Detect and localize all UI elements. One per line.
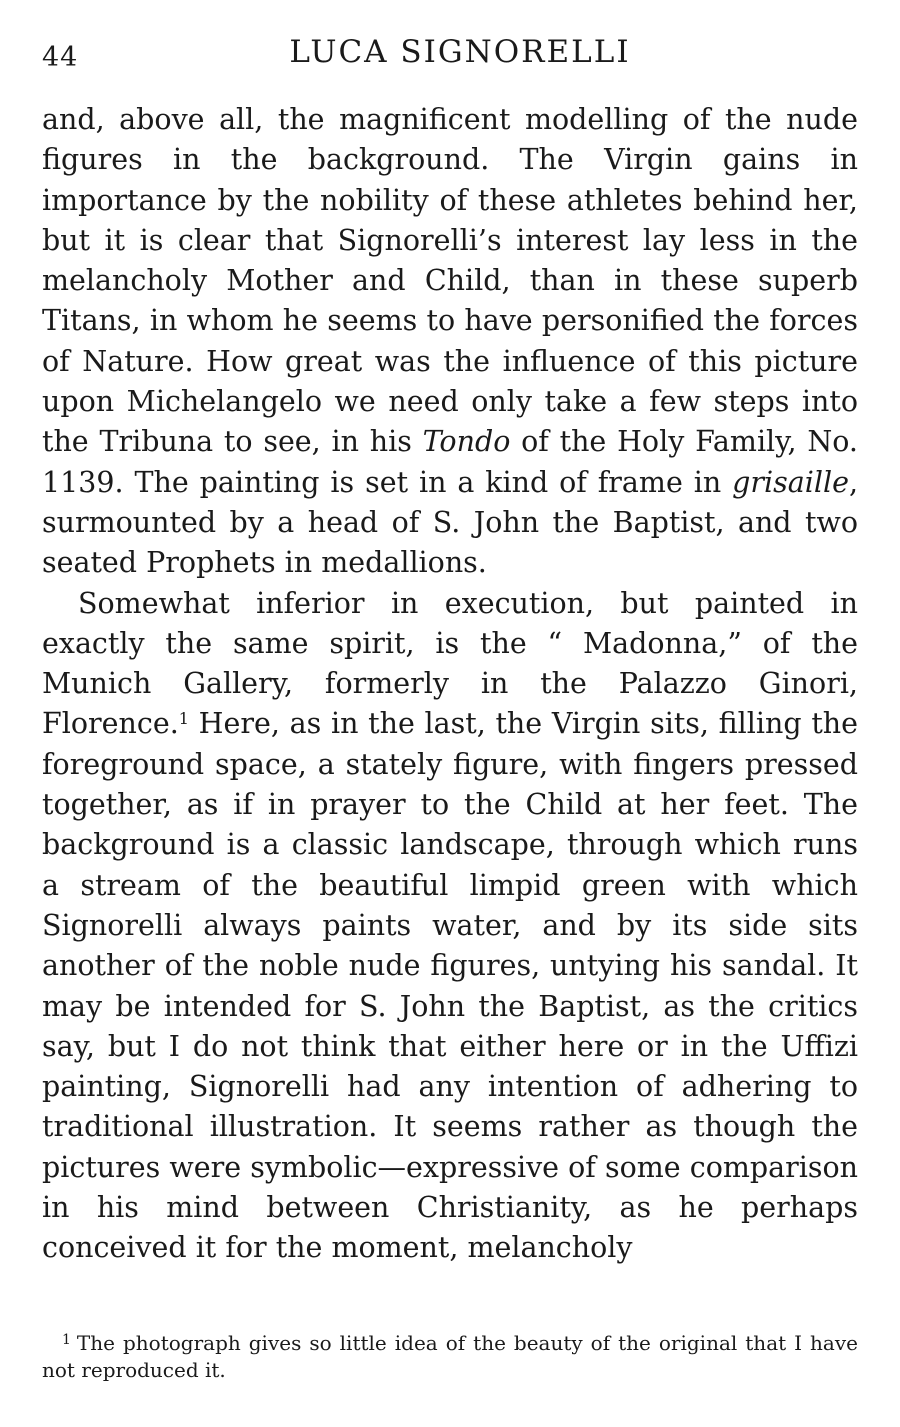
italic-term-grisaille: grisaille bbox=[732, 465, 849, 499]
paragraph-1-text-3: , surmounted by a head of S. John the Baptist, and two seated Prophets in medallions. bbox=[42, 465, 858, 580]
page-header bbox=[42, 30, 858, 76]
footnote bbox=[42, 1330, 858, 1384]
paragraph-2 bbox=[42, 584, 858, 1269]
italic-term-tondo: Tondo bbox=[422, 425, 511, 459]
body-text bbox=[42, 100, 858, 1269]
footnote-mark: 1 bbox=[62, 1332, 71, 1348]
paragraph-1-text-1: and, above all, the magnificent modelling of the nude figures in the background. The Virgin gains in importance by the nobility of these athletes behind her, but it is clear that Signorelli’s interest lay less in the melancholy Mother and Child, than in these superb Titans, in whom he seems to have personified the forces of Nature. How great was the influence of this picture upon Michelangelo we need only take a few steps into the Tribuna to see, in his bbox=[42, 103, 858, 459]
running-title: LUCA SIGNORELLI bbox=[289, 34, 631, 70]
footnote-reference: 1 bbox=[178, 709, 189, 729]
page-number: 44 bbox=[42, 42, 79, 73]
paragraph-2-text-1: Somewhat inferior in execution, but painted in exactly the same spirit, is the “ Madonna,” of the Munich Gallery, formerly in the Palazzo Ginori, Florence. bbox=[42, 586, 858, 741]
paragraph-1 bbox=[42, 100, 858, 584]
paragraph-2-text-2: Here, as in the last, the Virgin sits, filling the foreground space, a stately figure, with fingers pressed together, as if in prayer to the Child at her feet. The background is a classic landscape, through which runs a stream of the beautiful limpid green with which Signorelli always paints water, and by its side sits another of the noble nude figures, untying his sandal. It may be intended for S. John the Baptist, as the critics say, but I do not think that either here or in the Uffizi painting, Signorelli had any intention of adhering to traditional illustration. It seems rather as though the pictures were symbolic—expressive of some comparison in his mind between Christianity, as he perhaps conceived it for the moment, melancholy bbox=[42, 707, 858, 1265]
footnote-text: The photograph gives so little idea of the beauty of the original that I have not reproduced it. bbox=[42, 1331, 858, 1382]
paragraph-1-text-2: of the Holy Family, No. 1139. The painting is set in a kind of frame in bbox=[42, 425, 858, 499]
